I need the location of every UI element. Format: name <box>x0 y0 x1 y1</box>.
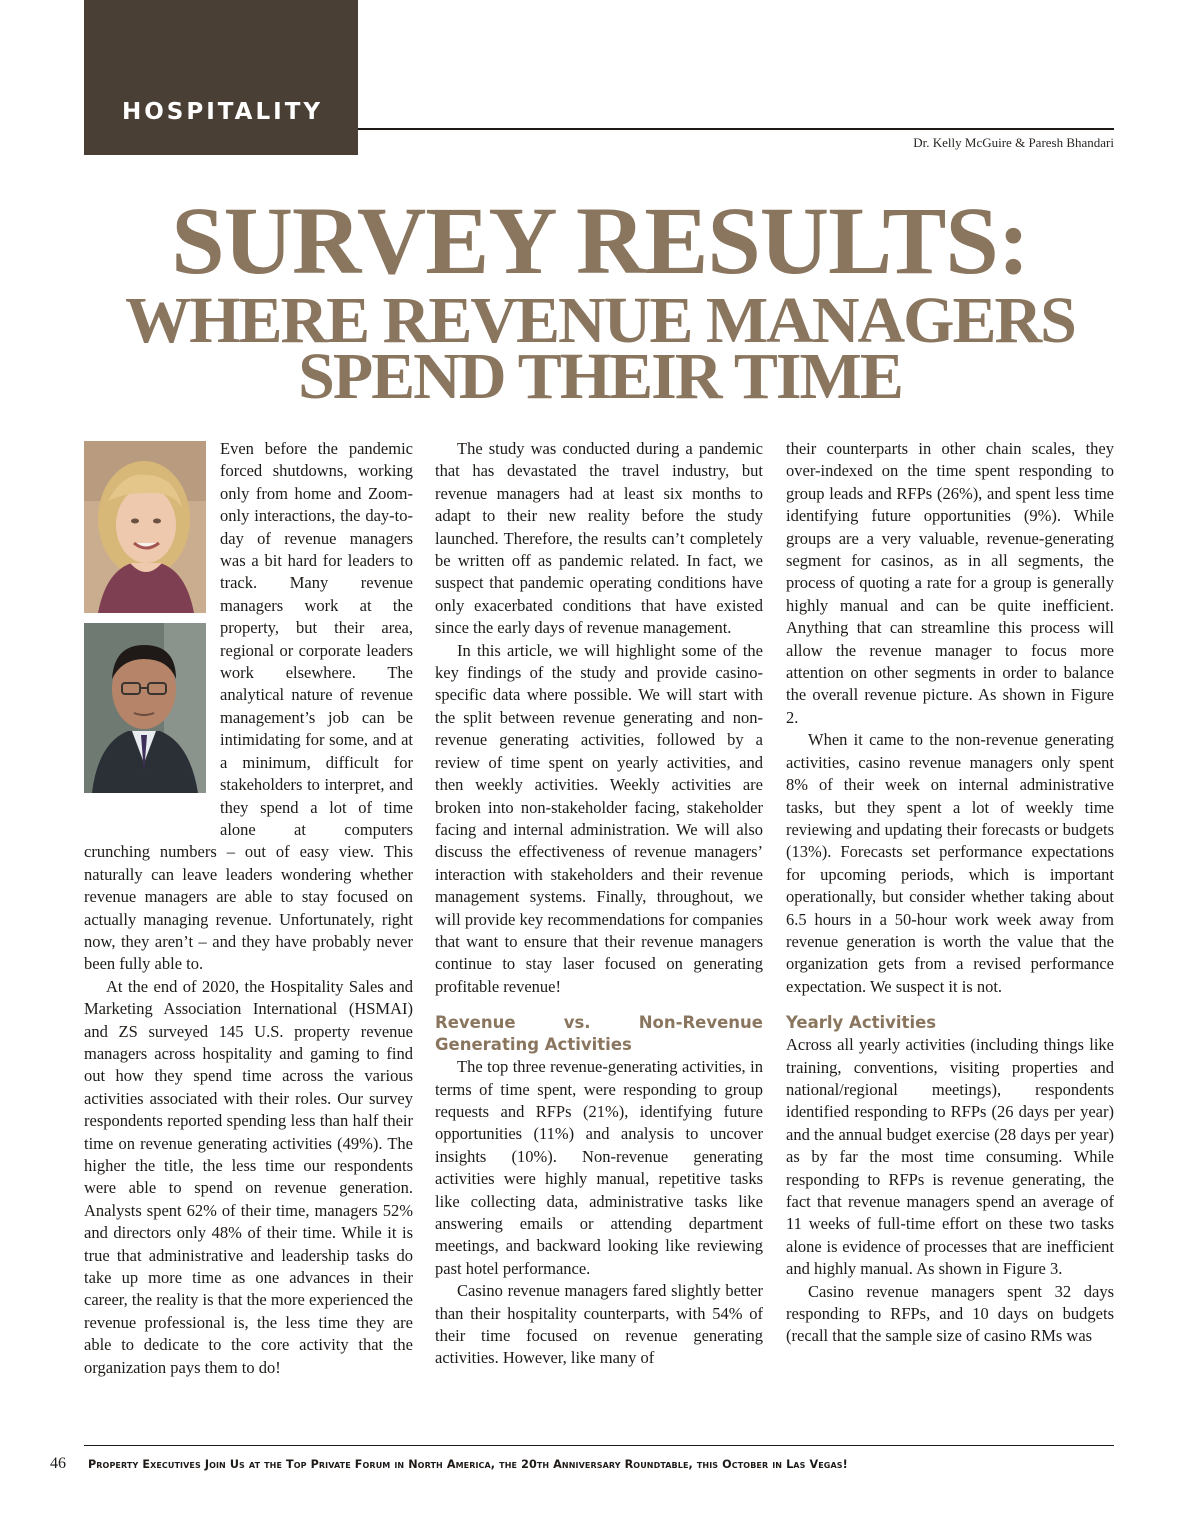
subhead-revenue-vs-non-revenue: Revenue vs. Non-Revenue Generating Activities <box>435 1013 763 1055</box>
header-rule <box>358 128 1114 130</box>
section-tab <box>84 0 358 155</box>
page-number: 46 <box>50 1455 66 1472</box>
footer-rule <box>84 1445 1114 1446</box>
article-subtitle-line-1: WHERE REVENUE MANAGERS <box>125 284 1075 357</box>
paragraph: The study was conducted during a pandemic that has devastated the travel industry, but revenue managers had at least six months to adapt to their new reality before the study launched. Therefore, the results can’t completely be written off as pandemic related. In fact, we suspect that pandemic operating conditions have only exacerbated conditions that have existed since the early days of revenue management. <box>435 439 763 638</box>
paragraph: At the end of 2020, the Hospitality Sales and Marketing Association International (HSMAI) and ZS surveyed 145 U.S. property revenue managers across hospitality and gaming to find out how they spend time across the various activities associated with their roles. Our survey respondents reported spending less than half their time on revenue generating activities (49%). The higher the title, the less time our respondents were able to spend on revenue generation. Analysts spent 62% of their time, managers 52% and directors only 48% of their time. While it is true that administrative and leadership tasks do take up more time as one advances in their career, the reality is that the more experienced the revenue professional is, the less time they are able to dedicate to the core activity that the organization pays them to do! <box>84 976 413 1377</box>
article-title: SURVEY RESULTS: <box>171 187 1029 294</box>
subhead-yearly-activities: Yearly Activities <box>786 1013 937 1033</box>
paragraph: their counterparts in other chain scales, they over-indexed on the time spent responding to group leads and RFPs (26%), and spent less time identifying future opportunities (9%). While groups are a very valuable, revenue-generating segment for casinos, as in all segments, the process of quoting a rate for a group is generally highly manual and can be quite inefficient. Anything that can streamline this process will allow the revenue manager to focus more attention on other segments in order to balance the overall revenue picture. As shown in Figure 2. <box>786 439 1114 727</box>
paragraph: Even before the pandemic forced shutdowns, working only from home and Zoom-only interactions, the day-to-day of revenue managers was a bit hard for leaders to track. Many revenue managers work at the property, but their area, regional or corporate leaders work elsewhere. The analytical nature of revenue management’s job can be intimidating for some, and at a minimum, difficult for stakeholders to interpret, and they spend a lot of time alone at computers crunching numbers – out of easy view. This naturally can leave leaders wondering whether revenue managers are able to stay focused on actually managing revenue. Unfortunately, right now, they aren’t – and they have probably never been fully able to. <box>84 439 413 974</box>
paragraph: Casino revenue managers spent 32 days responding to RFPs, and 10 days on budgets (recall that the sample size of casino RMs was <box>786 1281 1114 1346</box>
byline: Dr. Kelly McGuire & Paresh Bhandari <box>913 135 1114 150</box>
paragraph: In this article, we will highlight some of the key findings of the study and provide casino-specific data where possible. We will start with the split between revenue generating and non-revenue generating activities, followed by a review of time spent on yearly activities, and then weekly activities. Weekly activities are broken into non-stakeholder facing, stakeholder facing and internal administration. We will also discuss the effectiveness of revenue managers’ interaction with stakeholders and their revenue management systems. Finally, throughout, we will provide key recommendations for companies that want to ensure that their revenue managers continue to stay laser focused on generating profitable revenue! <box>435 640 763 996</box>
footer-promo: Property Executives Join Us at the Top Private Forum in North America, the 20th Anniversary Roundtable, this October in Las Vegas! <box>88 1458 848 1471</box>
photo-float-spacer <box>84 438 220 822</box>
paragraph: Across all yearly activities (including things like training, conventions, visiting properties and national/regional meetings), respondents identified responding to RFPs (26 days per year) and the annual budget exercise (28 days per year) as by far the most time consuming. While responding to RFPs is revenue generating, the fact that revenue managers spend an average of 11 weeks of full-time effort on these two tasks alone is evidence of processes that are inefficient and highly manual. As shown in Figure 3. <box>786 1035 1114 1279</box>
article-subtitle-line-2: SPEND THEIR TIME <box>298 340 902 413</box>
body-column-2 <box>435 438 763 1370</box>
section-label: HOSPITALITY <box>122 99 324 125</box>
body-column-1 <box>84 438 413 1379</box>
paragraph: The top three revenue-generating activities, in terms of time spent, were responding to group requests and RFPs (21%), identifying future opportunities (11%) and analysis to uncover insights (10%). Non-revenue generating activities were highly manual, repetitive tasks like collecting data, administrative tasks like answering emails or attending department meetings, and backward looking like reviewing past hotel performance. <box>435 1057 763 1278</box>
paragraph: Casino revenue managers fared slightly better than their hospitality counterparts, with 54% of their time focused on revenue generating activities. However, like many of <box>435 1281 763 1368</box>
body-column-3 <box>786 438 1114 1348</box>
paragraph: When it came to the non-revenue generating activities, casino revenue managers only spent 8% of their week on internal administrative tasks, but they spent a lot of weekly time reviewing and updating their forecasts or budgets (13%). Forecasts set performance expectations for upcoming periods, which is important operationally, but consider whether taking about 6.5 hours in a 50-hour work week away from revenue generation is worth the value that the organization gets from a revised performance expectation. We suspect it is not. <box>786 730 1114 996</box>
